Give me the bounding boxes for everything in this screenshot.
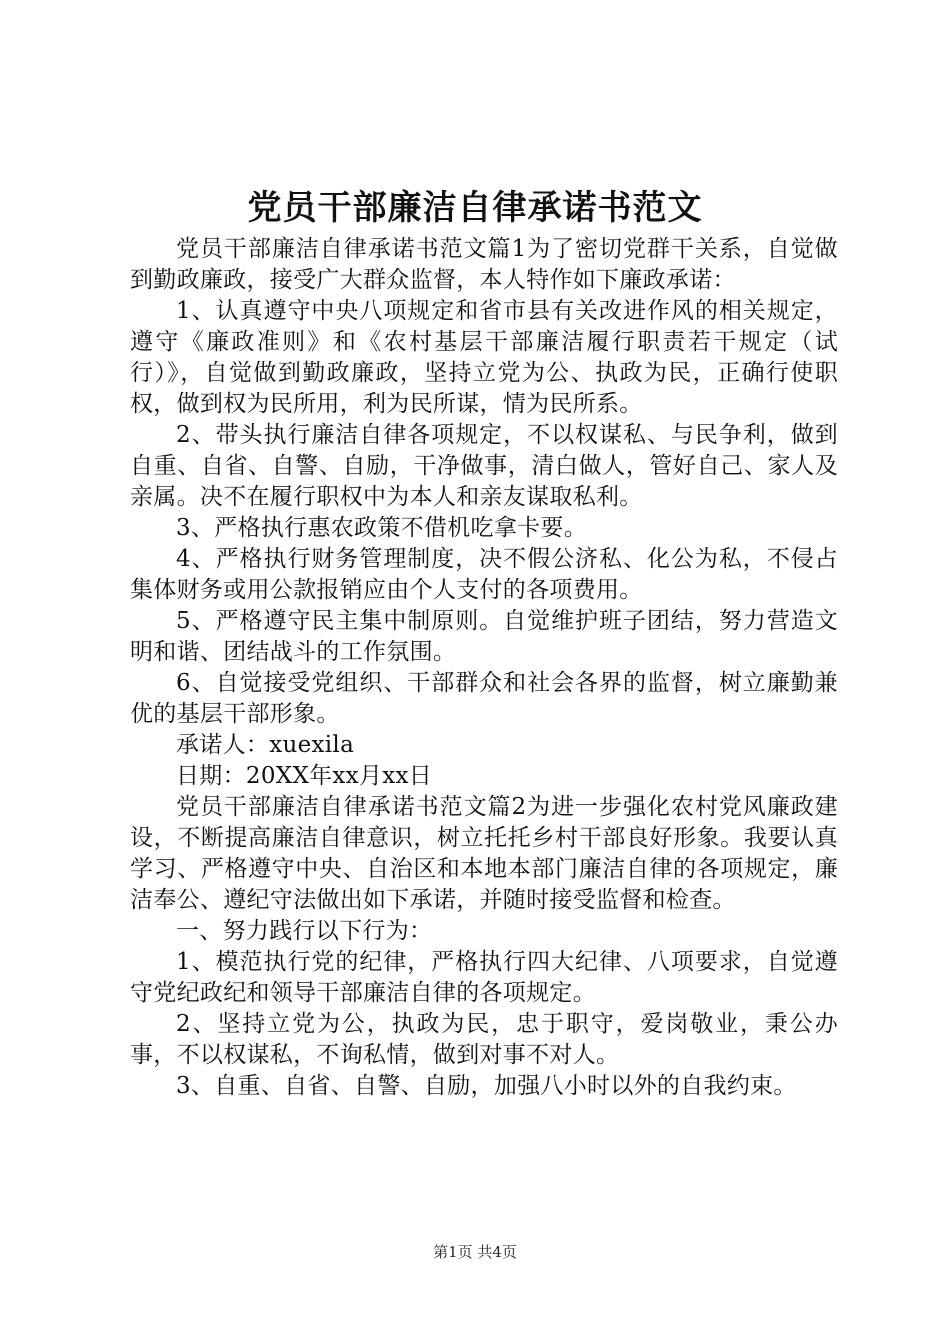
paragraph: 6、自觉接受党组织、干部群众和社会各界的监督，树立廉勤兼优的基层干部形象。: [130, 670, 838, 727]
paragraph: 党员干部廉洁自律承诺书范文篇1为了密切党群干关系，自觉做到勤政廉政，接受广大群众监督，本人特作如下廉政承诺：: [130, 236, 838, 293]
paragraph: 党员干部廉洁自律承诺书范文篇2为进一步强化农村党风廉政建设，不断提高廉洁自律意识，树立托托乡村干部良好形象。我要认真学习、严格遵守中央、自治区和本地本部门廉洁自律的各项规定，廉洁奉公、遵纪守法做出如下承诺，并随时接受监督和检查。: [130, 794, 838, 913]
page-number-footer: 第1页 共4页: [433, 1243, 517, 1261]
paragraph: 3、严格执行惠农政策不借机吃拿卡要。: [176, 515, 588, 541]
paragraph: 2、坚持立党为公，执政为民，忠于职守，爱岗敬业，秉公办事，不以权谋私，不询私情，做到对事不对人。: [130, 1011, 838, 1068]
paragraph: 2、带头执行廉洁自律各项规定，不以权谋私、与民争利，做到自重、自省、自警、自励，干净做事，清白做人，管好自己、家人及亲属。决不在履行职权中为本人和亲友谋取私利。: [130, 422, 838, 510]
document-title: 党员干部廉洁自律承诺书范文: [247, 188, 703, 228]
date-line: 日期：20XX年xx月xx日: [176, 763, 433, 789]
paragraph: 3、自重、自省、自警、自励，加强八小时以外的自我约束。: [176, 1073, 797, 1099]
paragraph: 5、严格遵守民主集中制原则。自觉维护班子团结，努力营造文明和谐、团结战斗的工作氛围。: [130, 608, 838, 665]
paragraph: 4、严格执行财务管理制度，决不假公济私、化公为私，不侵占集体财务或用公款报销应由个人支付的各项费用。: [130, 546, 838, 603]
document-body: [130, 234, 838, 1102]
paragraph: 1、模范执行党的纪律，严格执行四大纪律、八项要求，自觉遵守党纪政纪和领导干部廉洁自律的各项规定。: [130, 949, 838, 1006]
section-heading: 一、努力践行以下行为：: [176, 918, 433, 944]
signature-line: 承诺人：xuexila: [176, 732, 355, 758]
paragraph: 1、认真遵守中央八项规定和省市县有关改进作风的相关规定，遵守《廉政准则》和《农村基层干部廉洁履行职责若干规定（试行）》，自觉做到勤政廉政，坚持立党为公、执政为民，正确行使职权，做到权为民所用，利为民所谋，情为民所系。: [130, 298, 838, 417]
